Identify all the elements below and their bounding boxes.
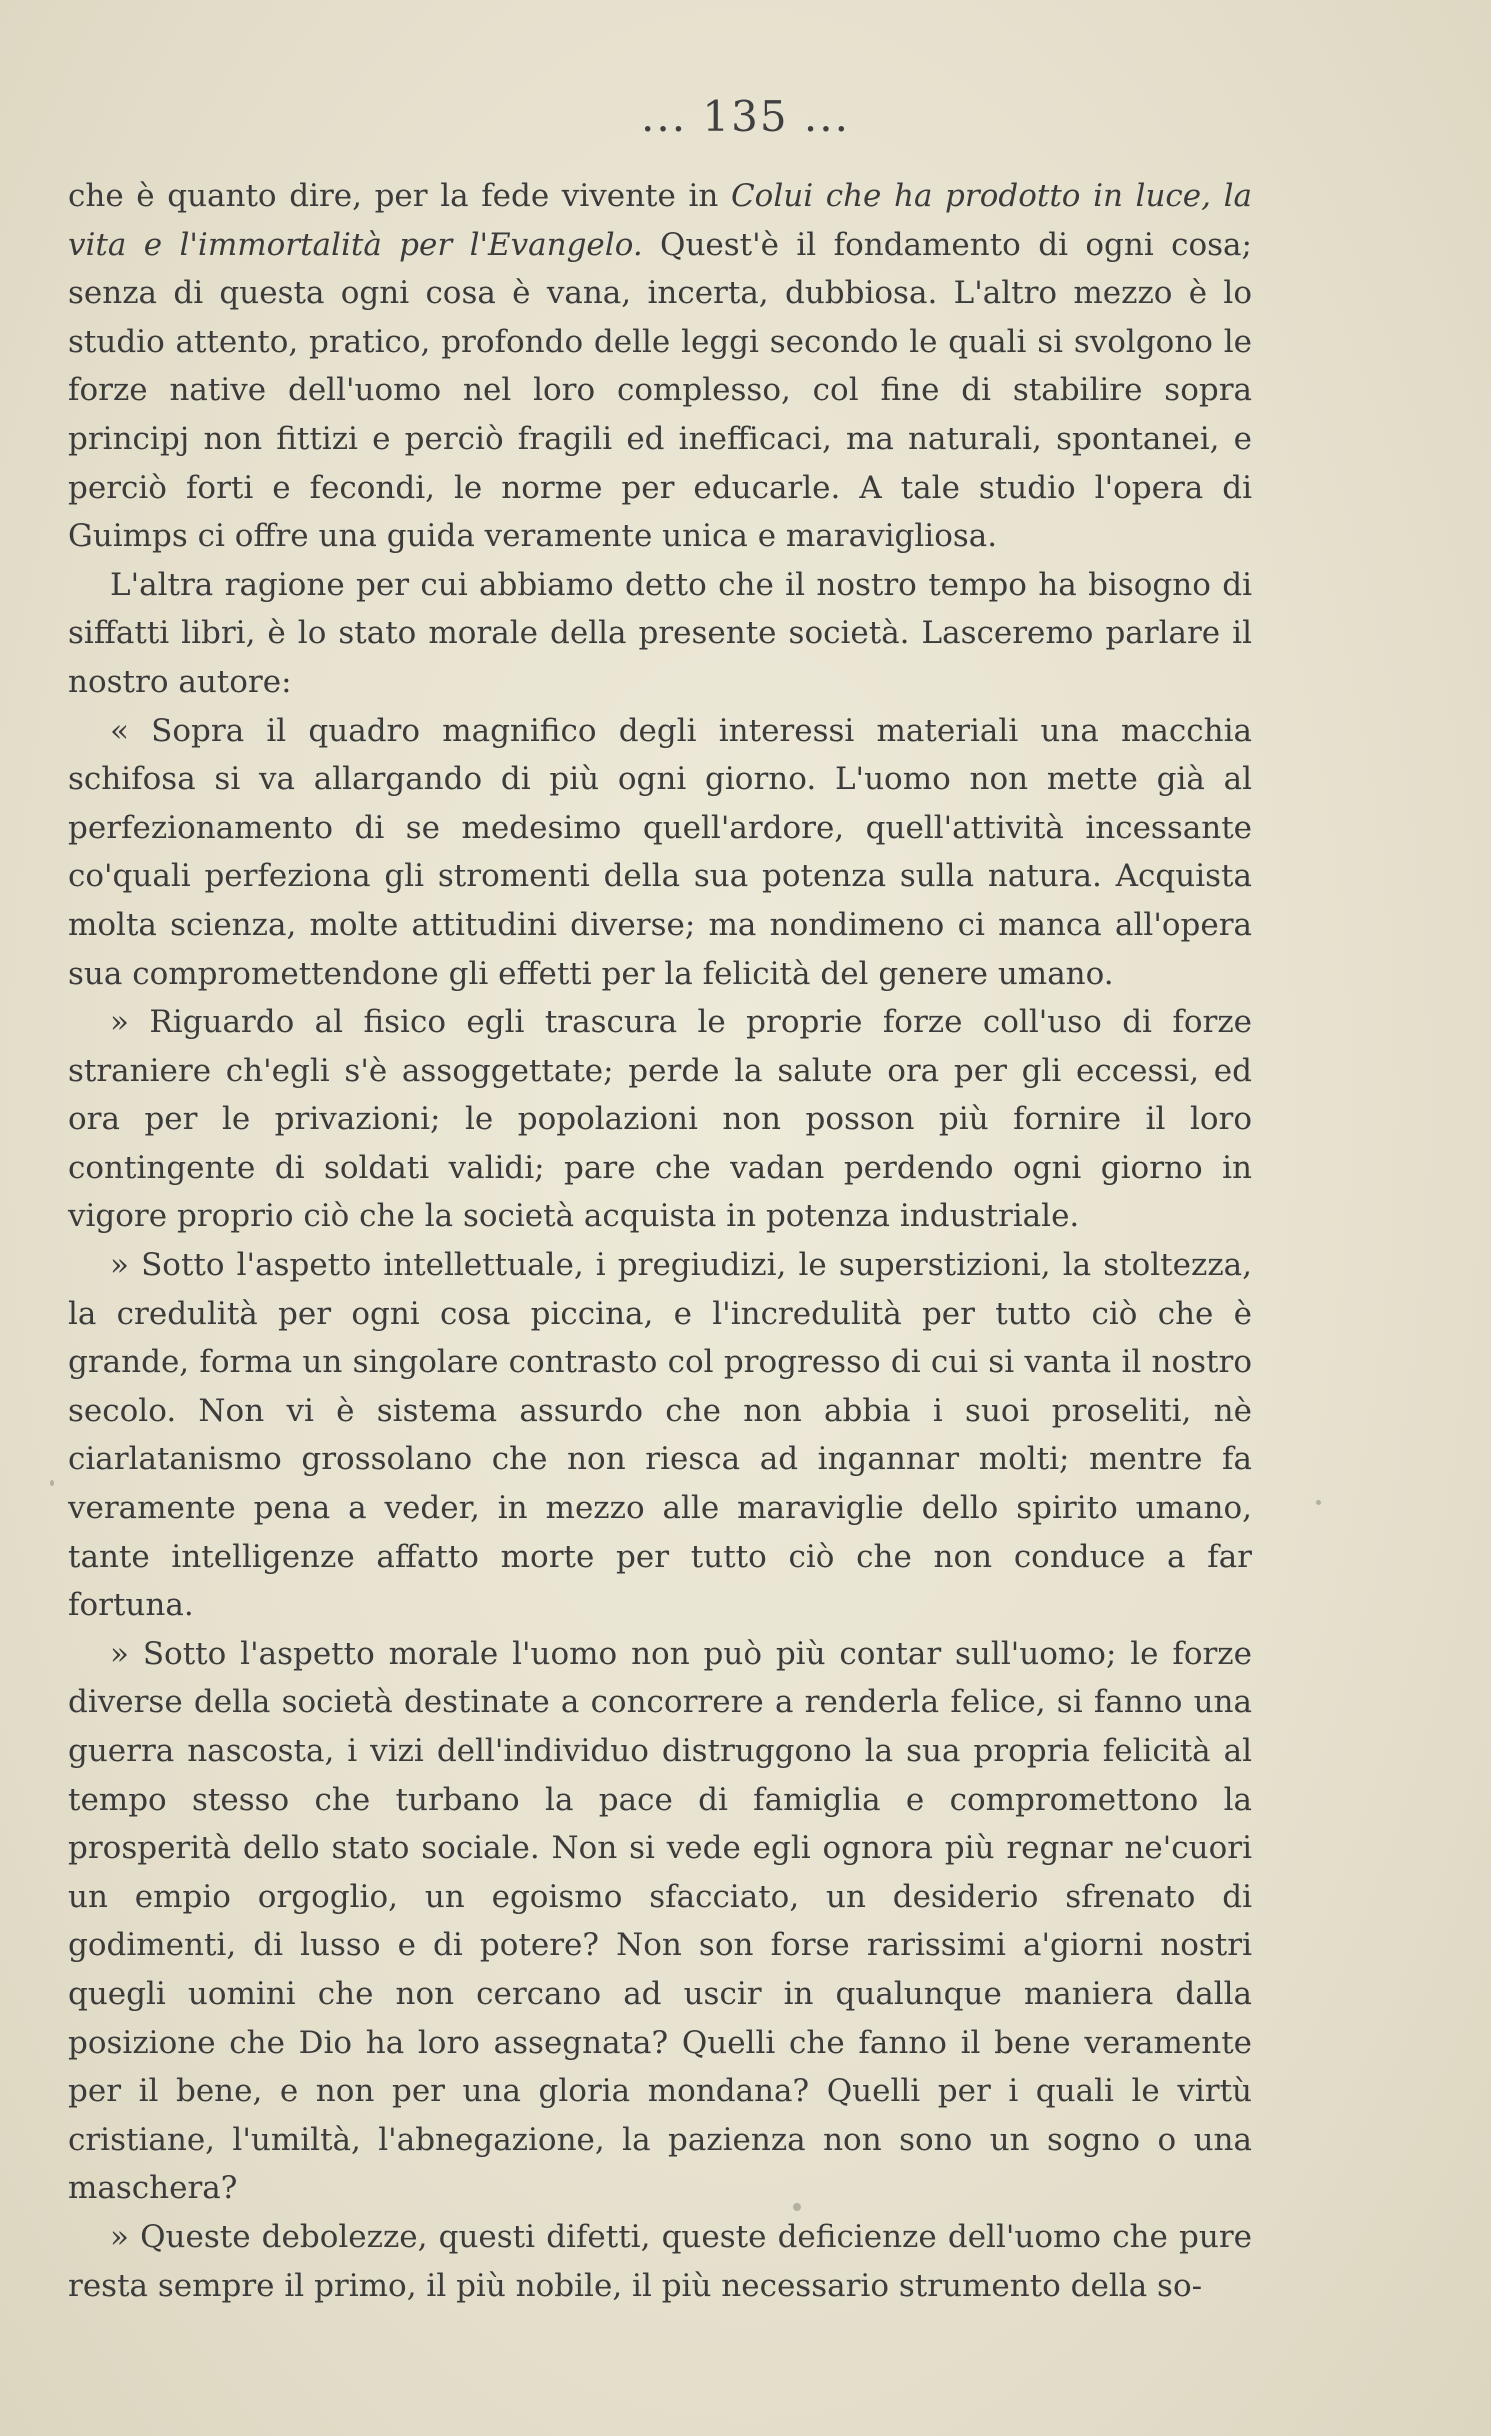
text-run: » Riguardo al fisico egli trascura le proprie forze coll'uso di forze straniere ch'egli s'è assoggettate; perde la salute ora per gli eccessi, ed ora per le privazioni; le popolazioni non posson più fornire il loro contingente di soldati validi; pare che vadan perdendo ogni giorno in vigore proprio ciò che la società acquista in potenza industriale. bbox=[68, 1004, 1252, 1235]
paragraph bbox=[68, 172, 1252, 561]
text-body bbox=[68, 172, 1252, 2310]
page-number: ... 135 ... bbox=[641, 92, 850, 141]
paper-speck bbox=[793, 2203, 801, 2211]
paragraph bbox=[68, 1630, 1252, 2213]
paragraph bbox=[68, 1241, 1252, 1630]
paper-speck bbox=[1316, 1500, 1321, 1505]
text-run: » Sotto l'aspetto morale l'uomo non può più contar sull'uomo; le forze diverse della società destinate a concorrere a renderla felice, si fanno una guerra nascosta, i vizi dell'individuo distruggono la sua propria felicità al tempo stesso che turbano la pace di famiglia e compromettono la prosperità dello stato sociale. Non si vede egli ognora più regnar ne'cuori un empio orgoglio, un egoismo sfacciato, un desiderio sfrenato di godimenti, di lusso e di potere? Non son forse rarissimi a'giorni nostri quegli uomini che non cercano ad uscir in qualunque maniera dalla posizione che Dio ha loro assegnata? Quelli che fanno il bene veramente per il bene, e non per una gloria mondana? Quelli per i quali le virtù cristiane, l'umiltà, l'abnegazione, la pazienza non sono un sogno o una maschera? bbox=[68, 1635, 1252, 2207]
text-run: che è quanto dire, per la fede vivente in bbox=[68, 178, 731, 214]
paragraph bbox=[68, 561, 1252, 707]
paragraph bbox=[68, 998, 1252, 1241]
italic-phrase: Colui che ha prodotto in luce, la vita e l'immortalità per l'Evangelo. bbox=[68, 178, 1252, 263]
text-run: » Queste debolezze, questi difetti, queste deficienze dell'uomo che pure resta sempre il primo, il più nobile, il più necessario strumento della so- bbox=[68, 2218, 1252, 2304]
text-run: « Sopra il quadro magnifico degli interessi materiali una macchia schifosa si va allargando di più ogni giorno. L'uomo non mette già al perfezionamento di se medesimo quell'ardore, quell'attività incessante co'quali perfeziona gli stromenti della sua potenza sulla natura. Acquista molta scienza, molte attitudini diverse; ma nondimeno ci manca all'opera sua compromettendone gli effetti per la felicità del genere umano. bbox=[68, 712, 1252, 992]
text-run: Quest'è il fondamento di ogni cosa; senza di questa ogni cosa è vana, incerta, dubbiosa. L'altro mezzo è lo studio attento, pratico, profondo delle leggi secondo le quali si svolgono le forze native dell'uomo nel loro complesso, col fine di stabilire sopra principj non fittizi e perciò fragili ed inefficaci, ma naturali, spontanei, e perciò forti e fecondi, le norme per educarle. A tale studio l'opera di Guimps ci offre una guida veramente unica e maravigliosa. bbox=[68, 226, 1252, 555]
paragraph bbox=[68, 707, 1252, 999]
paragraph bbox=[68, 2213, 1252, 2310]
text-run: L'altra ragione per cui abbiamo detto che il nostro tempo ha bisogno di siffatti libri, è lo stato morale della presente società. Lasceremo parlare il nostro autore: bbox=[68, 566, 1252, 700]
text-run: » Sotto l'aspetto intellettuale, i pregiudizi, le superstizioni, la stoltezza, la credulità per ogni cosa piccina, e l'incredulità per tutto ciò che è grande, forma un singolare contrasto col progresso di cui si vanta il nostro secolo. Non vi è sistema assurdo che non abbia i suoi proseliti, nè ciarlatanismo grossolano che non riesca ad ingannar molti; mentre fa veramente pena a veder, in mezzo alle maraviglie dello spirito umano, tante intelligenze affatto morte per tutto ciò che non conduce a far fortuna. bbox=[68, 1247, 1252, 1624]
paper-speck bbox=[50, 1480, 54, 1486]
